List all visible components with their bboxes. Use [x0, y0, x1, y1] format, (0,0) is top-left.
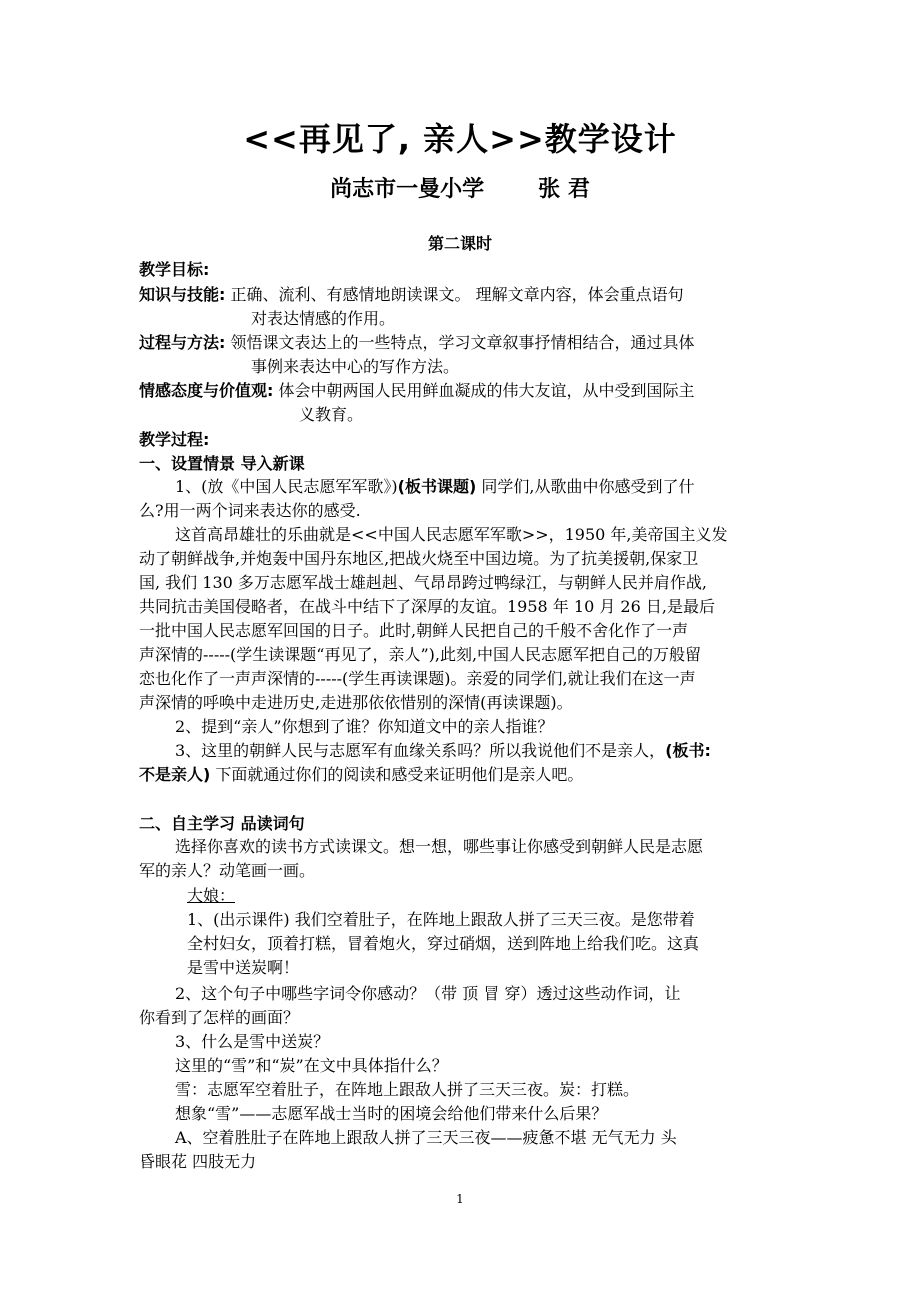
- goal-knowledge-text: 正确、流利、有感情地朗读课文。 理解文章内容，体会重点语句: [230, 285, 684, 304]
- paragraph-2-line: 声深情的-----(学生读课题“再见了，亲人”),此刻,中国人民志愿军把自己的万般留: [139, 645, 702, 664]
- answer-a: A、空着胜肚子在阵地上跟敌人拼了三天三夜——疲惫不堪 无气无力 头: [175, 1128, 677, 1147]
- quote-1: 1、(出示课件) 我们空着肚子，在阵地上跟敌人拼了三天三夜。是您带着: [187, 910, 695, 929]
- goal-process-cont: 事例来表达中心的写作方法。: [251, 357, 460, 376]
- quote-1-cont: 全村妇女，顶着打糕，冒着炮火，穿过硝烟，送到阵地上给我们吃。这真: [187, 934, 700, 953]
- board-note-open: (板书:: [665, 741, 711, 760]
- daniang-label: 大娘：: [187, 886, 236, 905]
- paragraph-1-text-b: 同学们,从歌曲中你感受到了什: [476, 477, 695, 496]
- goal-emotion-text: 体会中朝两国人民用鲜血凝成的伟大友谊，从中受到国际主: [278, 381, 695, 400]
- document-subtitle: [0, 172, 920, 203]
- paragraph-2-line: 国, 我们 130 多万志愿军战士雄赳赳、气昂昂跨过鸭绿江，与朝鲜人民并肩作战,: [139, 573, 707, 592]
- paragraph-4-cont: [139, 763, 583, 787]
- section2-heading: 二、自主学习 品读词句: [139, 814, 305, 833]
- paragraph-1-cont: 么?用一两个词来表达你的感受.: [139, 501, 361, 520]
- question-6: 想象“雪”——志愿军战士当时的困境会给他们带来什么后果？: [175, 1104, 608, 1123]
- goal-knowledge-label: 知识与技能:: [139, 285, 226, 304]
- question-5: 雪：志愿军空着肚子，在阵地上跟敌人拼了三天三夜。炭：打糕。: [175, 1080, 640, 1099]
- paragraph-2-line: 恋也化作了一声声深情的-----(学生再读课题)。亲爱的同学们,就让我们在这一声: [139, 669, 696, 688]
- goal-knowledge: [139, 283, 684, 307]
- goals-heading: 教学目标:: [139, 260, 210, 279]
- quote-1-cont: 是雪中送炭啊！: [187, 958, 300, 977]
- goal-process-text: 领悟课文表达上的一些特点，学习文章叙事抒情相结合，通过具体: [230, 333, 695, 352]
- paragraph-2-line: 声深情的呼唤中走进历史,走进那依依惜别的深情(再读课题)。: [139, 693, 573, 712]
- paragraph-2-line: 这首高昂雄壮的乐曲就是<<中国人民志愿军军歌>>，1950 年,美帝国主义发: [175, 525, 728, 544]
- paragraph-5: 选择你喜欢的读书方式读课文。想一想，哪些事让你感受到朝鲜人民是志愿: [175, 837, 704, 856]
- paragraph-4-text-b: 下面就通过你们的阅读和感受来证明他们是亲人吧。: [210, 765, 584, 784]
- paragraph-5-cont: 军的亲人？动笔画一画。: [139, 861, 316, 880]
- question-2: 2、这个句子中哪些字词令你感动？（带 顶 冒 穿）透过这些动作词，让: [175, 984, 681, 1003]
- paragraph-1: [175, 475, 695, 499]
- school-name: 尚志市一曼小学: [330, 177, 485, 202]
- paragraph-2-line: 共同抗击美国侵略者，在战斗中结下了深厚的友谊。1958 年 10 月 26 日,是最后: [139, 597, 715, 616]
- question-2-cont: 你看到了怎样的画面？: [139, 1008, 300, 1027]
- goal-emotion-cont: 义教育。: [299, 405, 364, 424]
- paragraph-2-line: 一批中国人民志愿军回国的日子。此时,朝鲜人民把自己的千般不舍化作了一声: [139, 621, 689, 640]
- paragraph-2-line: 动了朝鲜战争,并炮轰中国丹东地区,把战火烧至中国边境。为了抗美援朝,保家卫: [139, 549, 699, 568]
- paragraph-4: [175, 739, 711, 763]
- paragraph-4-text: 3、这里的朝鲜人民与志愿军有血缘关系吗？所以我说他们不是亲人，: [175, 741, 666, 760]
- page-number: 1: [456, 1192, 464, 1206]
- document-title: <<再见了, 亲人>>教学设计: [243, 120, 677, 158]
- author-name: 张 君: [538, 177, 590, 202]
- question-3: 3、什么是雪中送炭？: [175, 1032, 330, 1051]
- lesson-label: 第二课时: [427, 234, 492, 253]
- question-4: 这里的“雪”和“炭”在文中具体指什么？: [175, 1056, 448, 1075]
- paragraph-1-text: 1、(放《中国人民志愿军军歌》): [175, 477, 398, 496]
- paragraph-3: 2、提到“亲人”你想到了谁？你知道文中的亲人指谁？: [175, 717, 554, 736]
- goal-emotion: [139, 379, 695, 403]
- board-title-note: (板书课题): [397, 477, 477, 496]
- goal-process: [139, 331, 695, 355]
- goal-emotion-label: 情感态度与价值观:: [139, 381, 274, 400]
- answer-a-cont: 昏眼花 四肢无力: [139, 1152, 257, 1171]
- goal-process-label: 过程与方法:: [139, 333, 226, 352]
- section1-heading: 一、设置情景 导入新课: [139, 454, 305, 473]
- process-heading: 教学过程:: [139, 430, 210, 449]
- goal-knowledge-cont: 对表达情感的作用。: [251, 309, 396, 328]
- board-note-close: 不是亲人): [139, 765, 211, 784]
